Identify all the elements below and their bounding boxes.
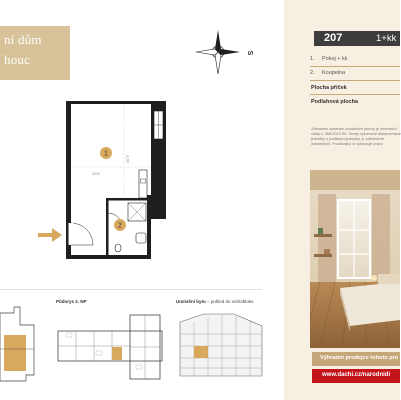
kitchen-counter (139, 170, 147, 198)
room-row-1 (310, 56, 348, 62)
location-label-rest: – pohled do vnitrobloku (205, 299, 254, 304)
wall-right-lower (147, 195, 151, 259)
sales-banner (312, 352, 400, 366)
unit-header-bar (314, 31, 400, 46)
site-map (0, 305, 44, 385)
divider-line (310, 66, 400, 67)
project-title-block (0, 26, 70, 80)
bathroom-wall (106, 198, 151, 201)
website-link[interactable]: www.dachi.cz/narodnidi (322, 372, 391, 378)
floor-area-label: Podlahová plocha (311, 99, 359, 105)
entrance-arrow-icon (38, 228, 62, 242)
room-row-2-number: 2. (310, 70, 315, 76)
wall-bottom (66, 255, 151, 259)
compass-rose-icon (196, 26, 252, 78)
compass-label: S (246, 50, 253, 56)
floor-plan (36, 95, 166, 270)
location-label-bold: Umístění bytu (176, 299, 206, 304)
entrance-door (71, 223, 93, 245)
disclaimer-line-3: jednotky z podkladu jednotky, tj. zakreslené (311, 137, 384, 141)
unit-location-highlight (194, 346, 208, 358)
shelf (314, 234, 332, 237)
room-row-2-name: Koupelna (322, 70, 346, 76)
disclaimer-line-4: ilustračními. Prodávající si vyhrazuje právo (311, 142, 383, 146)
partition-area-label: Plocha příček (311, 85, 347, 91)
room-number-1: 1 (104, 150, 108, 158)
unit-highlight (112, 347, 122, 360)
divider-line (310, 80, 400, 81)
bed (340, 282, 400, 326)
interior-visualization (310, 170, 400, 348)
website-banner[interactable] (312, 369, 400, 383)
lamp (371, 275, 377, 281)
unit-number: 207 (324, 32, 343, 44)
divider-line (310, 94, 400, 95)
room-row-1-name: Pokoj + kk (322, 56, 348, 62)
disclaimer-text (311, 127, 400, 157)
building-location-view (176, 306, 266, 388)
project-title-line-2: houc (4, 52, 31, 67)
sales-text: Výhradní prodejce tohoto pro (320, 355, 399, 361)
dimension-width: 3410 (92, 172, 100, 176)
room-number-2: 2 (118, 222, 122, 230)
disclaimer-line-1: Zobrazení vybavení podlahové plochy je orientační (311, 127, 397, 131)
location-label (176, 299, 254, 304)
wall-top (66, 101, 166, 104)
room-row-2 (310, 70, 345, 76)
toilet (115, 244, 121, 252)
floor-plan-label (56, 299, 87, 304)
floor-plan-label-text: Půdorys 2. NP (56, 299, 87, 304)
unit-type: 1+kk (376, 33, 397, 44)
floor-overview-map (56, 313, 166, 383)
disclaimer-line-2: vlády č. 366/2013 Sb. Termy výkresové dokumentace (311, 132, 401, 136)
project-title-line-1: ní dům (4, 32, 42, 47)
washbasin (136, 233, 146, 243)
dimension-depth: 5070 (126, 155, 130, 163)
section-divider (0, 289, 262, 290)
room-row-1-number: 1. (310, 56, 315, 62)
